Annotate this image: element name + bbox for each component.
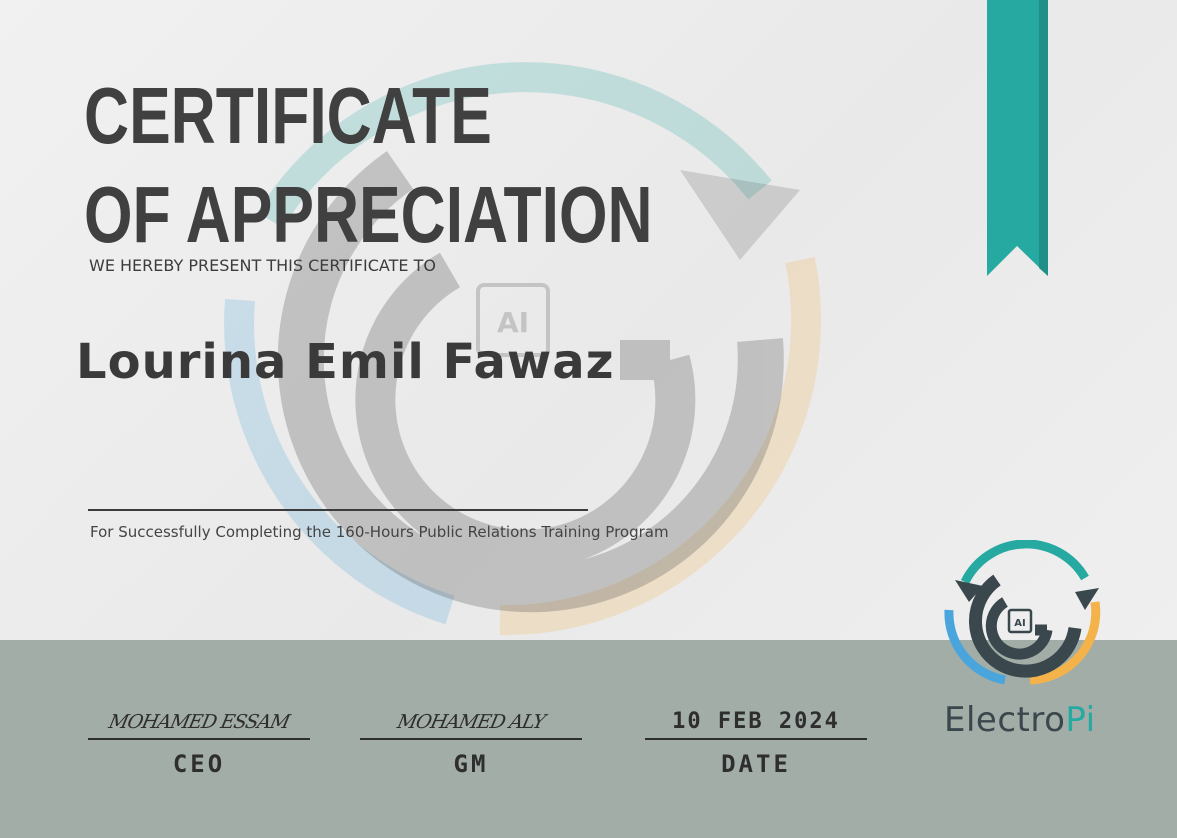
electropi-logo-icon bbox=[935, 540, 1110, 690]
electropi-wordmark bbox=[944, 700, 1096, 740]
achievement-text: For Successfully Completing the 160-Hours Public Relations Training Program bbox=[90, 523, 669, 541]
ribbon-bookmark bbox=[987, 0, 1048, 276]
signature-gm: MOHAMED ALY bbox=[395, 711, 547, 733]
signature-block-gm bbox=[360, 708, 582, 778]
name-underline bbox=[88, 509, 588, 511]
signature-block-ceo bbox=[88, 708, 310, 778]
logo-name-part2: Pi bbox=[1065, 700, 1096, 740]
date-block bbox=[645, 708, 867, 778]
signature-role-ceo: CEO bbox=[172, 750, 226, 778]
issue-date: 10 FEB 2024 bbox=[672, 709, 840, 734]
recipient-name: Lourina Emil Fawaz bbox=[76, 334, 615, 390]
logo-chip-label: AI bbox=[1014, 618, 1026, 629]
signature-role-gm: GM bbox=[453, 750, 489, 778]
date-line bbox=[645, 738, 867, 740]
certificate-title-line1: CERTIFICATE bbox=[84, 71, 492, 160]
signature-line bbox=[360, 738, 582, 740]
logo-name-part1: Electro bbox=[944, 700, 1066, 740]
signature-line bbox=[88, 738, 310, 740]
signature-ceo: MOHAMED ESSAM bbox=[106, 711, 292, 733]
watermark-chip-label: AI bbox=[496, 306, 530, 339]
certificate-title-line2: OF APPRECIATION bbox=[84, 170, 653, 259]
presentation-text: WE HEREBY PRESENT THIS CERTIFICATE TO bbox=[89, 256, 436, 275]
date-label: DATE bbox=[721, 750, 791, 778]
